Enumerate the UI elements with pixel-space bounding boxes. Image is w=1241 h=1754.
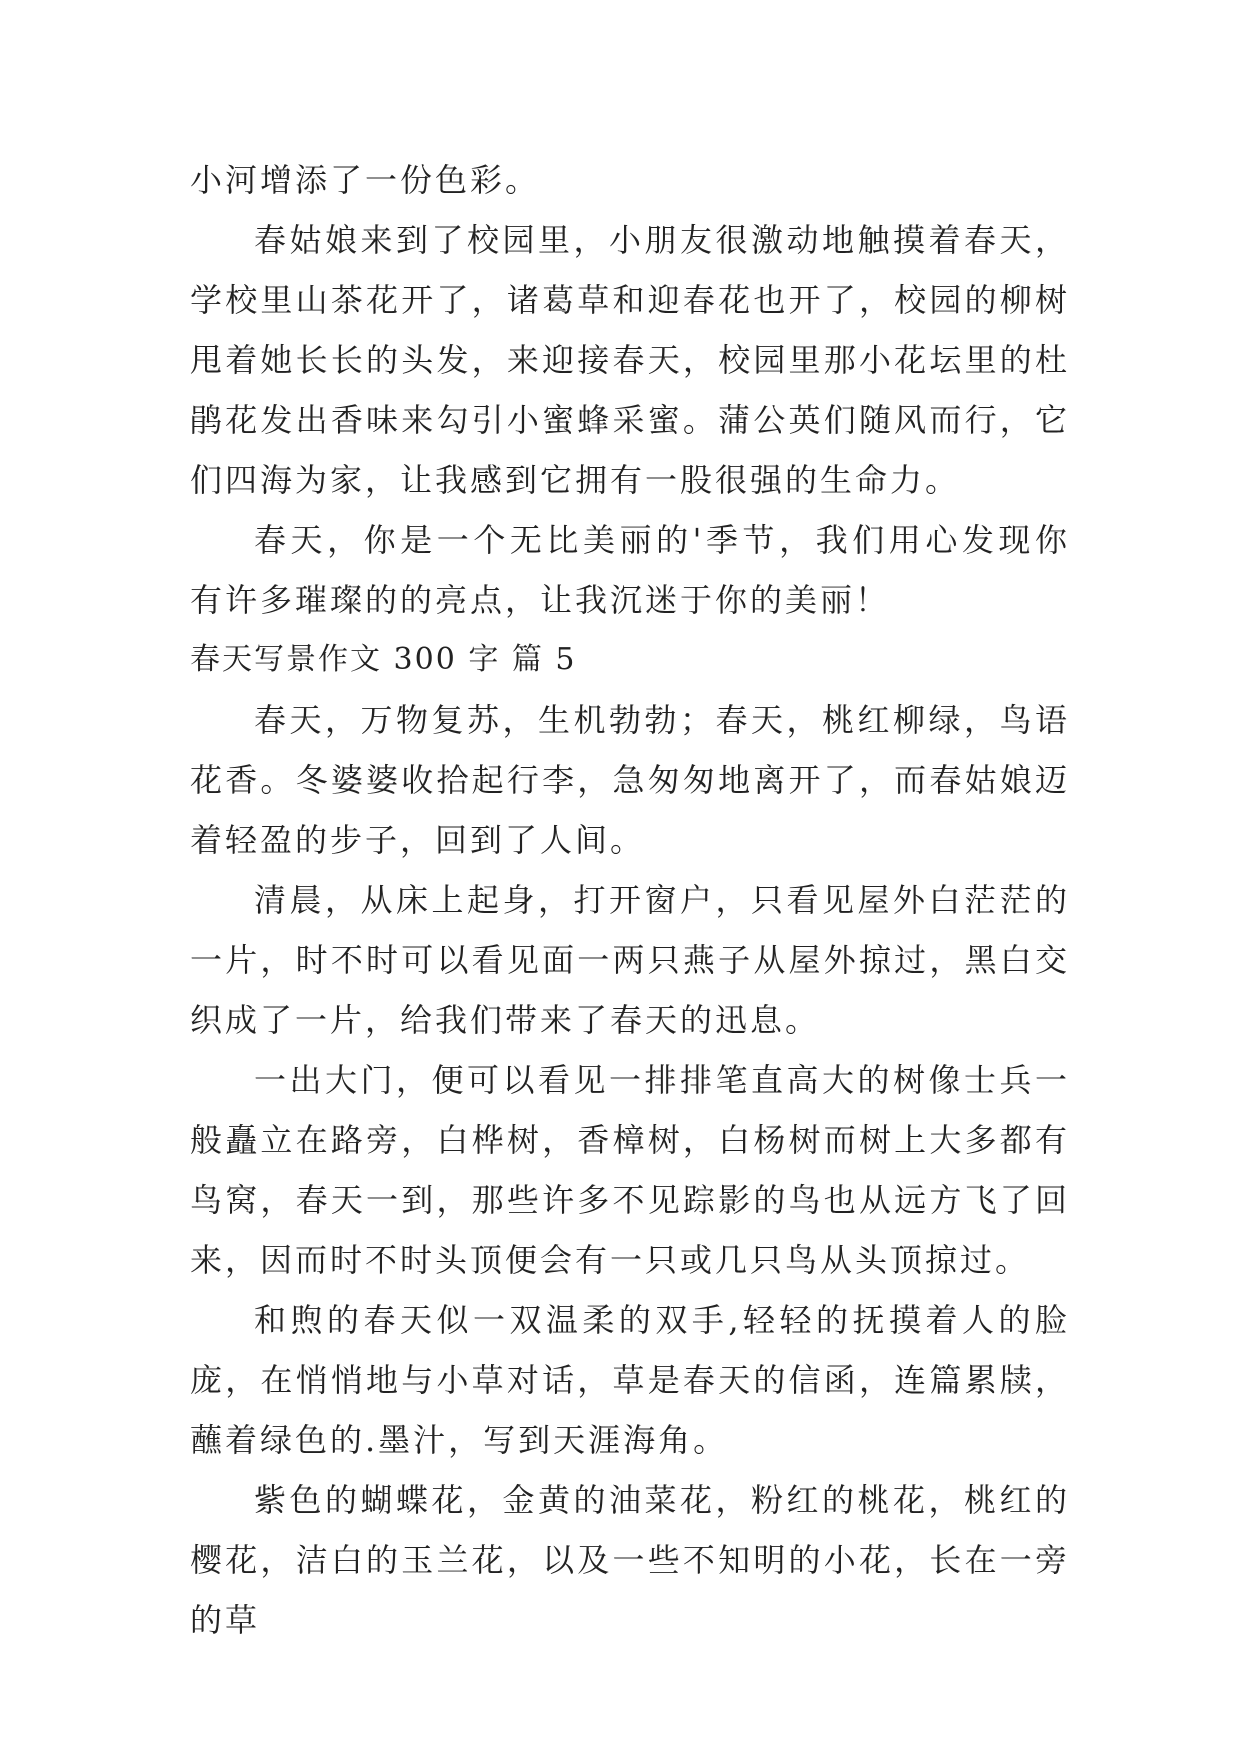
paragraph: 春天，万物复苏，生机勃勃；春天，桃红柳绿，鸟语花香。冬婆婆收拾起行李，急匆匆地离开了，而春姑娘迈着轻盈的步子，回到了人间。 bbox=[190, 701, 1070, 859]
document-page bbox=[190, 150, 1070, 1650]
section-heading: 春天写景作文 300 字 篇 5 bbox=[190, 642, 577, 677]
paragraph: 清晨，从床上起身，打开窗户，只看见屋外白茫茫的一片，时不时可以看见面一两只燕子从屋外掠过，黑白交织成了一片，给我们带来了春天的迅息。 bbox=[190, 881, 1070, 1039]
paragraph: 和煦的春天似一双温柔的双手,轻轻的抚摸着人的脸庞，在悄悄地与小草对话，草是春天的信函，连篇累牍，蘸着绿色的.墨汁，写到天涯海角。 bbox=[190, 1301, 1070, 1459]
paragraph: 一出大门，便可以看见一排排笔直高大的树像士兵一般矗立在路旁，白桦树，香樟树，白杨树而树上大多都有鸟窝，春天一到，那些许多不见踪影的鸟也从远方飞了回来，因而时不时头顶便会有一只或几只鸟从头顶掠过。 bbox=[190, 1061, 1070, 1279]
paragraph: 春姑娘来到了校园里，小朋友很激动地触摸着春天，学校里山茶花开了，诸葛草和迎春花也开了，校园的柳树甩着她长长的头发，来迎接春天，校园里那小花坛里的杜鹃花发出香味来勾引小蜜蜂采蜜。蒲公英们随风而行，它们四海为家，让我感到它拥有一股很强的生命力。 bbox=[190, 221, 1070, 499]
paragraph: 紫色的蝴蝶花，金黄的油菜花，粉红的桃花，桃红的樱花，洁白的玉兰花，以及一些不知明的小花，长在一旁的草 bbox=[190, 1481, 1070, 1639]
paragraph: 小河增添了一份色彩。 bbox=[190, 161, 541, 199]
paragraph: 春天，你是一个无比美丽的'季节，我们用心发现你有许多璀璨的的亮点，让我沉迷于你的美丽！ bbox=[190, 521, 1070, 619]
